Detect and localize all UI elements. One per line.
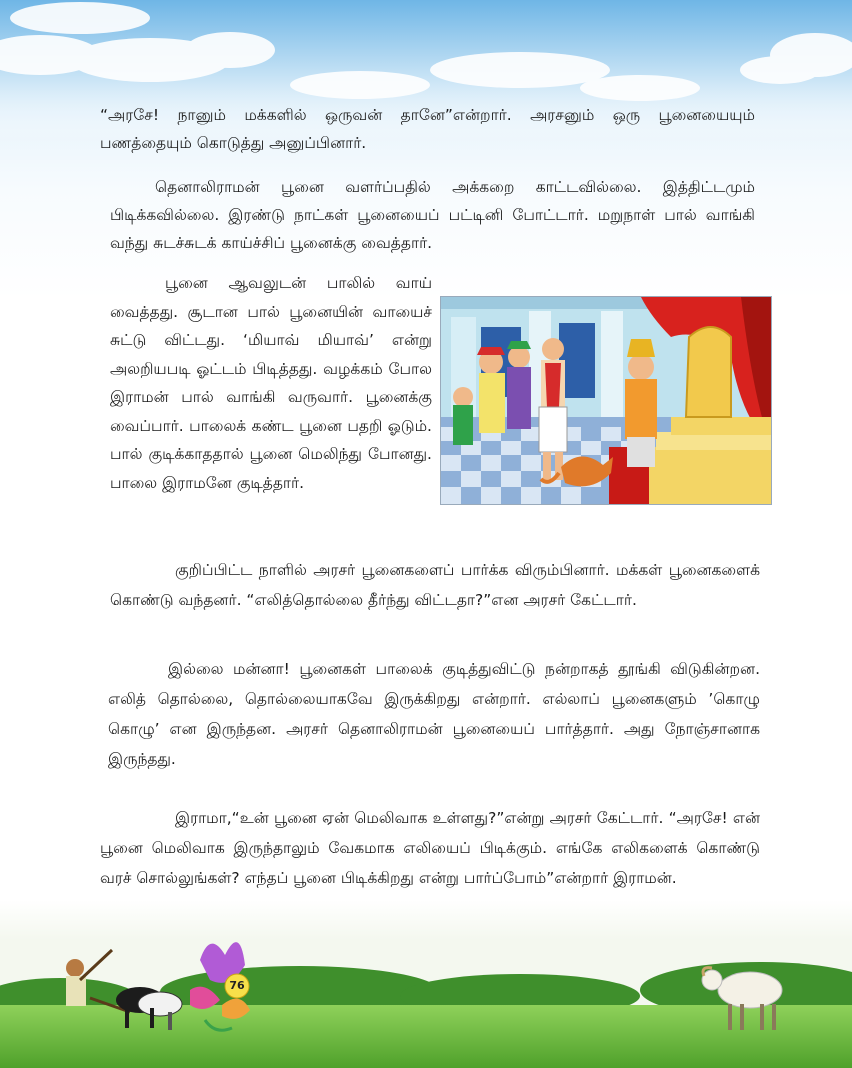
paragraph-1: “அரசே! நானும் மக்களில் ஒருவன் தானே”என்றார். அரசனும் ஒரு பூனையையும் பணத்தையும் கொடுத்து அனுப்பினார்.: [100, 106, 755, 152]
paragraph-6: இராமா,“உன் பூனை ஏன் மெலிவாக உள்ளது?”என்று அரசர் கேட்டார். “அரசே! என் பூனை மெலிவாக இருந்தாலும் வேகமாக எலியைப் பிடிக்கும். எங்கே எலிகளைக் கொண்டு வரச் சொல்லுங்கள்? எந்தப் பூனை பிடிக்கிறது என்று பார்ப்போம்”என்றார் இராமன்.: [100, 809, 760, 887]
page-number: 76: [229, 979, 245, 992]
paragraph-5: இல்லை மன்னா! பூனைகள் பாலைக் குடித்துவிட்டு நன்றாகத் தூங்கி விடுகின்றன. எலித் தொல்லை, தொல்லையாகவே இருக்கிறது என்றார். எல்லாப் பூனைகளும் ’கொழு கொழு’ என இருந்தன. அரசர் தெனாலிராமன் பூனையைப் பார்த்தார். அது நோஞ்சானாக இருந்தது.: [108, 660, 760, 768]
grass-footer-illustration: [0, 920, 852, 1068]
paragraph-4: குறிப்பிட்ட நாளில் அரசர் பூனைகளைப் பார்க்க விரும்பினார். மக்கள் பூனைகளைக் கொண்டு வந்தனர். “எலித்தொல்லை தீர்ந்து விட்டதா?”என அரசர் கேட்டார்.: [110, 561, 760, 609]
story-illustration: [440, 296, 772, 505]
paragraph-2: தெனாலிராமன் பூனை வளர்ப்பதில் அக்கறை காட்டவில்லை. இத்திட்டமும் பிடிக்கவில்லை. இரண்டு நாட்கள் பூனையைப் பட்டினி போட்டார். மறுநாள் பால் வாங்கி வந்து சுடச்சுடக் காய்ச்சிப் பூனைக்கு வைத்தார்.: [110, 178, 755, 252]
paragraph-3: பூனை ஆவலுடன் பாலில் வாய் வைத்தது. சூடான பால் பூனையின் வாயைச் சுட்டு விட்டது. ‘மியாவ் மியாவ்’ என்று அலறியபடி ஓட்டம் பிடித்தது. வழக்கம் போல இராமன் பால் வாங்கி வருவார். பூனைக்கு வைப்பார். பாலைக் கண்ட பூனை பதறி ஓடும். பால் குடிக்காததால் பூனை மெலிந்து போனது. பாலை இராமனே குடித்தார்.: [110, 274, 432, 492]
